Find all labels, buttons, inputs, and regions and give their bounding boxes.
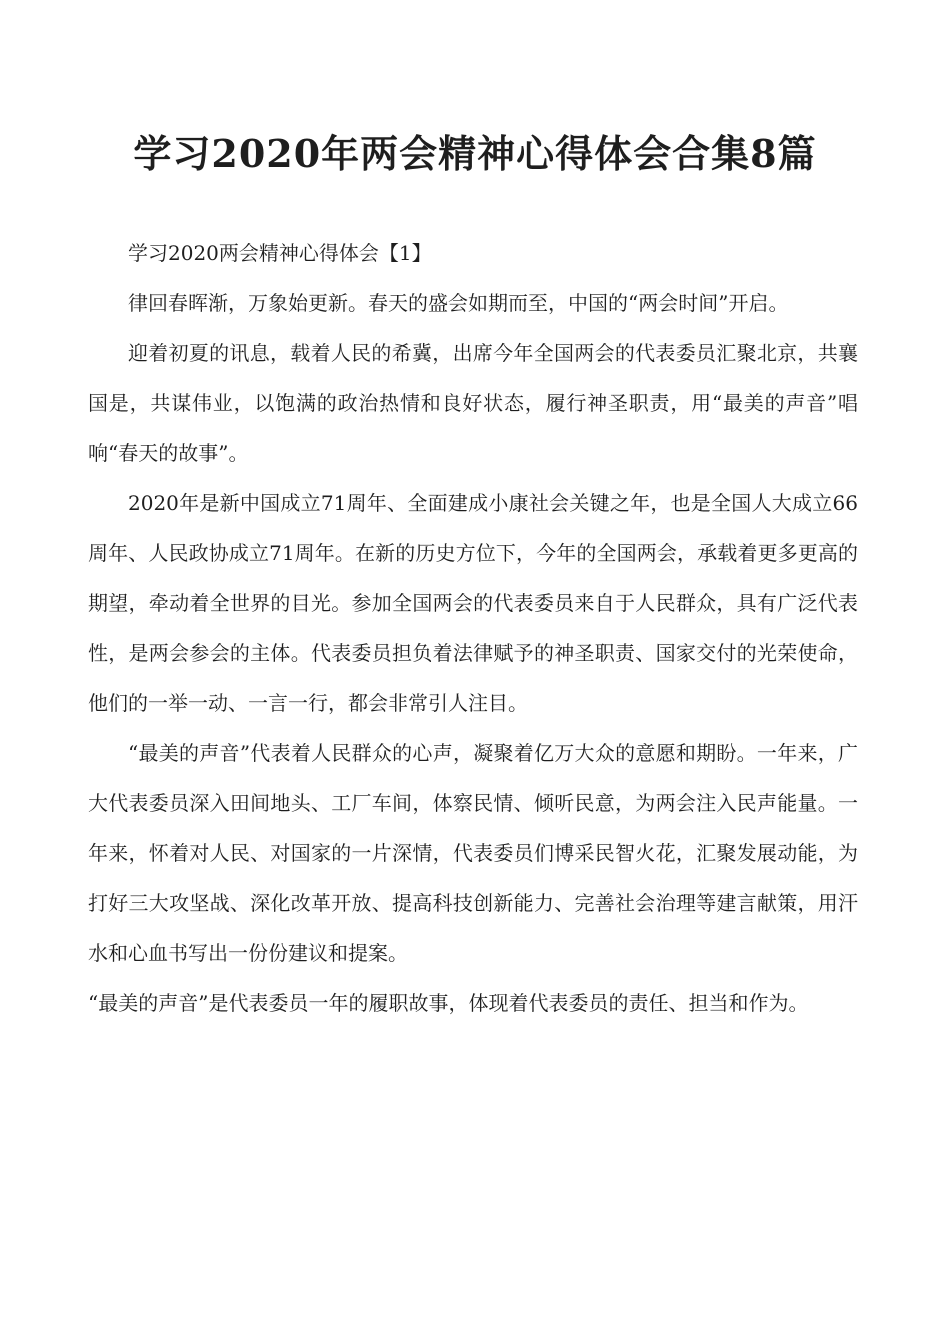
paragraph: 迎着初夏的讯息，载着人民的希冀，出席今年全国两会的代表委员汇聚北京，共襄国是，共谋伟业，以饱满的政治热情和良好状态，履行神圣职责，用“最美的声音”唱响“春天的故事”。 <box>88 341 858 465</box>
paragraph: “最美的声音”是代表委员一年的履职故事，体现着代表委员的责任、担当和作为。 <box>88 991 809 1015</box>
document-body <box>88 228 858 1028</box>
section-heading: 学习2020两会精神心得体会【1】 <box>128 241 432 265</box>
paragraph: 2020年是新中国成立71周年、全面建成小康社会关键之年，也是全国人大成立66周年、人民政协成立71周年。在新的历史方位下，今年的全国两会，承载着更多更高的期望，牵动着全世界的目光。参加全国两会的代表委员来自于人民群众，具有广泛代表性，是两会参会的主体。代表委员担负着法律赋予的神圣职责、国家交付的光荣使命，他们的一举一动、一言一行，都会非常引人注目。 <box>88 491 858 715</box>
paragraph: 律回春晖渐，万象始更新。春天的盛会如期而至，中国的“两会时间”开启。 <box>128 291 789 315</box>
paragraph: “最美的声音”代表着人民群众的心声，凝聚着亿万大众的意愿和期盼。一年来，广大代表委员深入田间地头、工厂车间，体察民情、倾听民意，为两会注入民声能量。一年来，怀着对人民、对国家的一片深情，代表委员们博采民智火花，汇聚发展动能，为打好三大攻坚战、深化改革开放、提高科技创新能力、完善社会治理等建言献策，用汗水和心血书写出一份份建议和提案。 <box>88 741 858 965</box>
document-title: 学习2020年两会精神心得体会合集8篇 <box>133 131 817 176</box>
